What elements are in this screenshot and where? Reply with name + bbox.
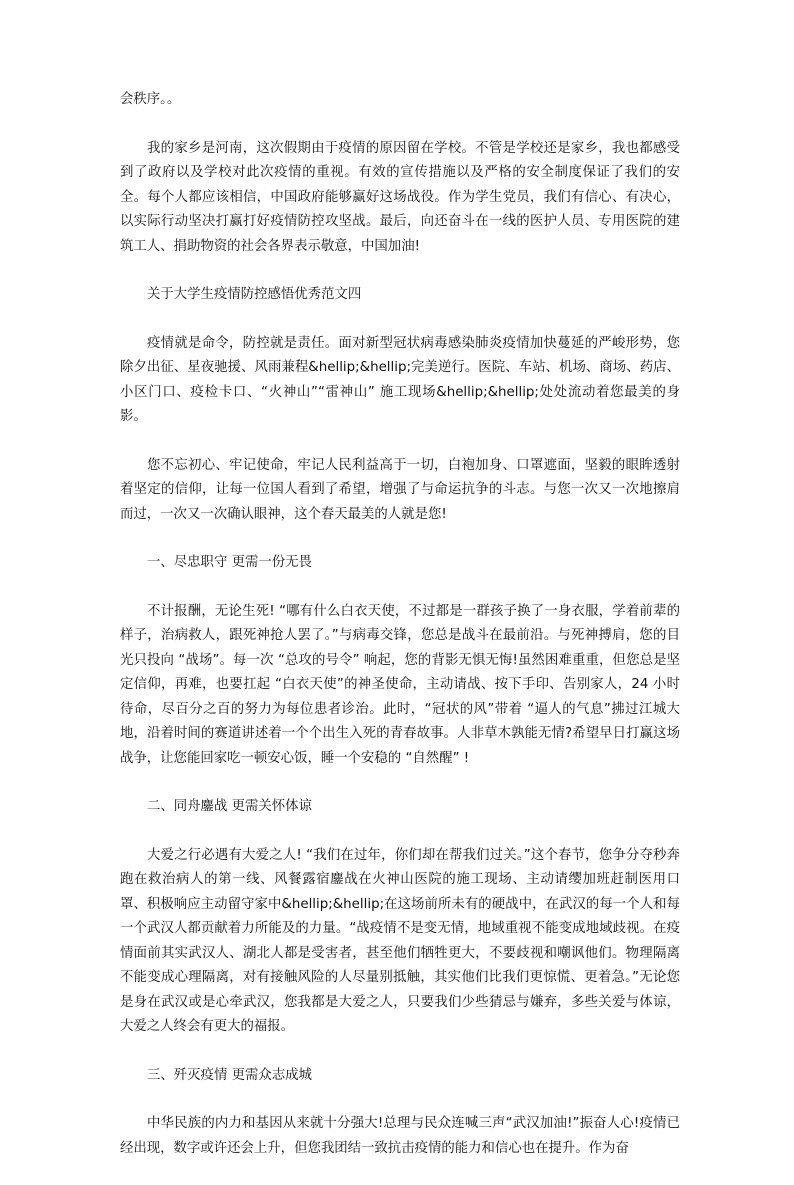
section-heading: 二、同舟鏖战 更需关怀体谅 xyxy=(147,799,312,814)
paragraph: 不计报酬，无论生死! “哪有什么白衣天使，不过都是一群孩子换了一身衣服，学着前辈的样子，治病救人，跟死神抢人罢了。”与病毒交锋，您总是战斗在最前沿。与死神搏肩，您的目光只投向 “战场”。每一次 “总攻的号令” 响起，您的背影无惧无悔!虽然困难重重，但您总是坚定信仰，再难，也要扛起 “白衣天使”的神圣使命，主动请战、按下手印、告别家人，24 小时待命，尽百分之百的努力为每位患者诊治。此时，“冠状的风”带着 “逼人的气息”拂过江城大地，沿着时间的赛道讲述着一个个出生入死的青春故事。人非草木孰能无情?希望早日打赢这场战争，让您能回家吃一顿安心饭，睡一个安稳的 “自然醒” ! xyxy=(120,603,680,766)
section-heading: 三、歼灭疫情 更需众志成城 xyxy=(147,1067,312,1083)
paragraph: 您不忘初心、牢记使命，牢记人民利益高于一切，白袍加身、口罩遮面，坚毅的眼眸透射着坚定的信仰，让每一位国人看到了希望，增强了与命运抗争的斗志。与您一次又一次地擦肩而过，一次又一次确认眼神，这个春天最美的人就是您! xyxy=(120,457,680,522)
paragraph: 疫情就是命令，防控就是责任。面对新型冠状病毒感染肺炎疫情加快蔓延的严峻形势，您除夕出征、星夜驰援、风雨兼程&hellip;&hellip;完美逆行。医院、车站、机场、商场、药店、小区门口、疫检卡口、“火神山”“雷神山” 施工现场&hellip;&hellip;处处流动着您最美的身影。 xyxy=(120,335,680,424)
paragraph: 中华民族的内力和基因从来就十分强大!总理与民众连喊三声“武汉加油!”振奋人心!疫情已经出现，数字或许还会上升，但您我团结一致抗击疫情的能力和信心也在提升。作为奋 xyxy=(120,1116,680,1156)
document-page xyxy=(120,88,680,1185)
paragraph: 我的家乡是河南，这次假期由于疫情的原因留在学校。不管是学校还是家乡，我也都感受到了政府以及学校对此次疫情的重视。有效的宣传措施以及严格的安全制度保证了我们的安全。每个人都应该相信，中国政府能够赢好这场战役。作为学生党员，我们有信心、有决心，以实际行动坚决打赢打好疫情防控攻坚战。最后，向还奋斗在一线的医护人员、专用医院的建筑工人、捐助物资的社会各界表示敬意，中国加油! xyxy=(120,140,680,254)
section-heading: 关于大学生疫情防控感悟优秀范文四 xyxy=(147,287,362,302)
section-heading: 一、尽忠职守 更需一份无畏 xyxy=(147,555,312,570)
paragraph: 会秩序。。 xyxy=(120,92,181,107)
paragraph: 大爱之行必遇有大爱之人! “我们在过年，你们却在帮我们过关。”这个春节，您争分夺秒奔跑在救治病人的第一线、风餐露宿鏖战在火神山医院的施工现场、主动请缨加班赶制医用口罩、积极响应主动留守家中&hellip;&hellip;在这场前所未有的硬战中，在武汉的每一个人和每一个武汉人都贡献着力所能及的力量。“战疫情不是变无情，地域重视不能变成地域歧视。在疫情面前其实武汉人、湖北人都是受害者，甚至他们牺牲更大，不要歧视和嘲讽他们。物理隔离不能变成心理隔离，对有接触风险的人尽量别抵触，其实他们比我们更惊慌、更着急。”无论您是身在武汉或是心牵武汉，您我都是大爱之人，只要我们少些猜忌与嫌弃，多些关爱与体谅，大爱之人终会有更大的福报。 xyxy=(120,847,680,1034)
